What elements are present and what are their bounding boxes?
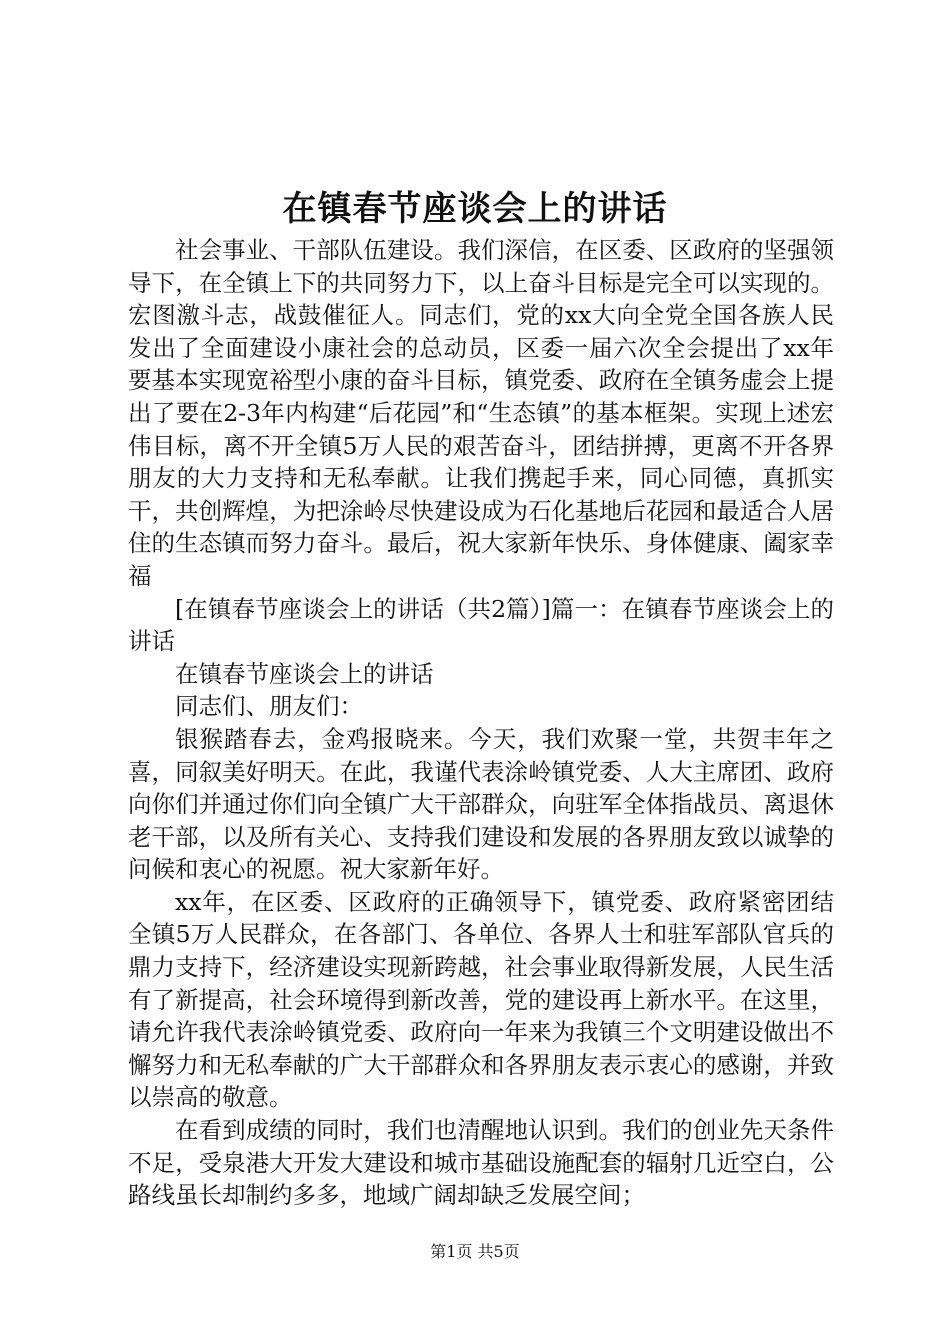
paragraph: xx年，在区委、区政府的正确领导下，镇党委、政府紧密团结全镇5万人民群众，在各部门、各单位、各界人士和驻军部队官兵的鼎力支持下，经济建设实现新跨越，社会事业取得新发展，人民生活有了新提高，社会环境得到新改善，党的建设再上新水平。在这里，请允许我代表涂岭镇党委、政府向一年来为我镇三个文明建设做出不懈努力和无私奉献的广大干部群众和各界朋友表示衷心的感谢，并致以崇高的敬意。 <box>128 887 834 1112</box>
paragraph: 银猴踏春去，金鸡报晓来。今天，我们欢聚一堂，共贺丰年之喜，同叙美好明天。在此，我谨代表涂岭镇党委、人大主席团、政府向你们并通过你们向全镇广大干部群众，向驻军全体指战员、离退休老干部，以及所有关心、支持我们建设和发展的各界朋友致以诚挚的问候和衷心的祝愿。祝大家新年好。 <box>128 724 834 884</box>
document-body <box>128 234 834 1212</box>
page-footer: 第1页 共5页 <box>430 1242 520 1261</box>
paragraph: 同志们、朋友们： <box>175 692 363 721</box>
paragraph: [在镇春节座谈会上的讲话（共2篇）]篇一：在镇春节座谈会上的讲话 <box>128 594 834 656</box>
document-title: 在镇春节座谈会上的讲话 <box>282 189 668 229</box>
paragraph: 在看到成绩的同时，我们也清醒地认识到。我们的创业先天条件不足，受泉港大开发大建设和城市基础设施配套的辐射几近空白，公路线虽长却制约多多，地域广阔却缺乏发展空间； <box>128 1116 834 1210</box>
paragraph: 社会事业、干部队伍建设。我们深信，在区委、区政府的坚强领导下，在全镇上下的共同努力下，以上奋斗目标是完全可以实现的。宏图激斗志，战鼓催征人。同志们，党的xx大向全党全国各族人民发出了全面建设小康社会的总动员，区委一届六次全会提出了xx年要基本实现宽裕型小康的奋斗目标，镇党委、政府在全镇务虚会上提出了要在2-3年内构建“后花园”和“生态镇”的基本框架。实现上述宏伟目标，离不开全镇5万人民的艰苦奋斗，团结拼搏，更离不开各界朋友的大力支持和无私奉献。让我们携起手来，同心同德，真抓实干，共创辉煌，为把涂岭尽快建设成为石化基地后花园和最适合人居住的生态镇而努力奋斗。最后，祝大家新年快乐、身体健康、阖家幸福 <box>128 236 834 590</box>
paragraph: 在镇春节座谈会上的讲话 <box>175 659 434 688</box>
